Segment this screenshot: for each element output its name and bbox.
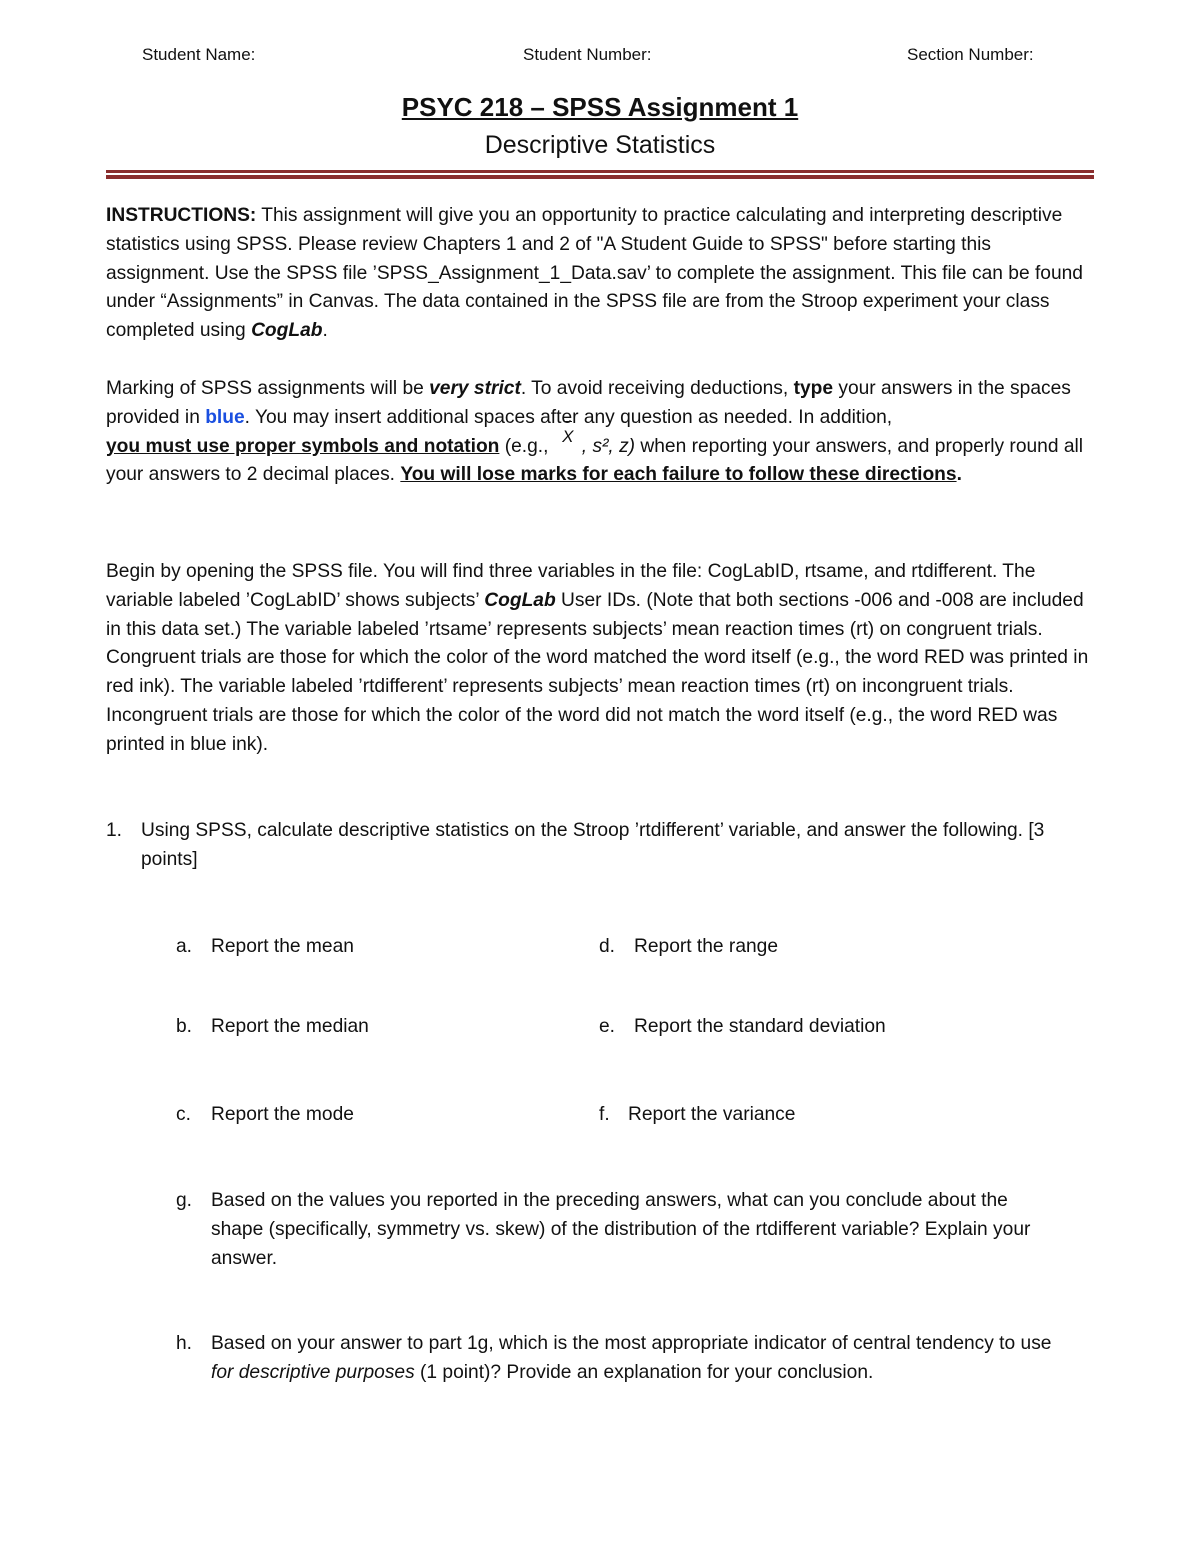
part-text: Report the range — [634, 936, 778, 957]
instructions-end: . — [322, 320, 328, 342]
part-text: Report the mode — [211, 1104, 354, 1125]
lose-marks-warning: You will lose marks for each failure to follow these directions — [400, 464, 957, 486]
x-bar-symbol — [554, 426, 582, 462]
question-text: Using SPSS, calculate descriptive statistics on the Stroop ’rtdifferent’ variable, and answer the following. [3 points] — [141, 820, 1045, 870]
x-bar-letter: X — [562, 426, 574, 446]
student-name-label: Student Name: — [142, 45, 256, 64]
marking-text-5: (e.g., — [499, 435, 554, 457]
part-letter: d. — [599, 936, 616, 957]
question-1 — [106, 817, 1096, 875]
part-text: Based on the values you reported in the preceding answers, what can you conclude about the shape (specifically, symmetry vs. skew) of the distribution of the rtdifferent variable? Explain your answer. — [211, 1190, 1031, 1269]
marking-paragraph — [106, 375, 1096, 490]
begin-text-1: Begin by opening the SPSS file. You will find three variables in the file: CogLabID, rtsame, and rtdifferent. The variable labeled ’CogLabID’ shows subjects’ — [106, 561, 1036, 611]
part-text: Report the standard deviation — [634, 1016, 886, 1037]
marking-text-2: . To avoid receiving deductions, — [520, 378, 794, 399]
instructions-label: INSTRUCTIONS: — [106, 205, 257, 226]
coglab-emphasis: CogLab — [251, 320, 323, 342]
part-letter: e. — [599, 1016, 616, 1037]
blue-emphasis: blue — [205, 406, 245, 428]
part-text: Report the median — [211, 1016, 369, 1037]
marking-text-1: Marking of SPSS assignments will be — [106, 378, 430, 399]
begin-text-2: User IDs. (Note that both sections -006 and -008 are included in this data set.) The variable labeled ’rtsame’ represents subjects’ mean reaction times (rt) on congruent trials. Congruent trials are those for which the color of the word matched the word itself (e.g., the word RED was printed in red ink). The variable labeled ’rtdifferent’ represents subjects’ mean reaction times (rt) on incongruent trials. Incongruent trials are those for which the color of the word did not match the word itself (e.g., the word RED was printed in blue ink). — [106, 589, 1089, 755]
marking-text-7: when reporting your answers, and properly round all your answers to 2 decimal places. — [106, 435, 1084, 486]
title-divider-top — [106, 170, 1094, 173]
title-divider-bottom — [106, 175, 1094, 179]
symbols-emphasis: you must use proper symbols and notation — [106, 435, 500, 457]
marking-text-4: . You may insert additional spaces after any question as needed. In addition, — [244, 406, 893, 428]
part-text — [211, 1330, 1061, 1388]
part-letter: g. — [176, 1190, 193, 1211]
begin-paragraph — [106, 558, 1096, 760]
part-text: Report the mean — [211, 936, 354, 957]
marking-end: . — [956, 464, 962, 486]
part-letter: b. — [176, 1016, 193, 1037]
part-h-text-1: Based on your answer to part 1g, which is the most appropriate indicator of central tendency to use — [211, 1333, 1052, 1354]
student-number-label: Student Number: — [523, 45, 652, 64]
page-subtitle: Descriptive Statistics — [484, 131, 716, 159]
part-letter: a. — [176, 936, 193, 957]
instructions-paragraph — [106, 202, 1096, 346]
very-strict-emphasis: very strict — [429, 378, 521, 399]
instructions-text: This assignment will give you an opportunity to practice calculating and interpreting descriptive statistics using SPSS. Please review Chapters 1 and 2 of "A Student Guide to SPSS" before starting this assignment. Use the SPSS file ’SPSS_Assignment_1_Data.sav’ to complete the assignment. This file can be found under “Assignments” in Canvas. The data contained in the SPSS file are from the Stroop experiment your class completed using — [106, 205, 1083, 342]
part-letter: f. — [599, 1104, 610, 1125]
part-text: Report the variance — [628, 1104, 796, 1125]
type-emphasis: type — [793, 378, 834, 399]
part-h-text-2: (1 point)? Provide an explanation for your conclusion. — [414, 1361, 874, 1383]
section-number-label: Section Number: — [907, 45, 1034, 64]
marking-text-3: your answers in the spaces provided in — [106, 378, 1071, 428]
descriptive-purposes-emphasis: for descriptive purposes — [211, 1361, 415, 1383]
question-number: 1. — [106, 820, 123, 841]
notation-examples: , s², z) — [581, 435, 636, 457]
page-title: PSYC 218 – SPSS Assignment 1 — [401, 92, 799, 122]
coglab-emphasis-2: CogLab — [484, 589, 556, 611]
part-letter: h. — [176, 1333, 193, 1354]
part-letter: c. — [176, 1104, 191, 1125]
